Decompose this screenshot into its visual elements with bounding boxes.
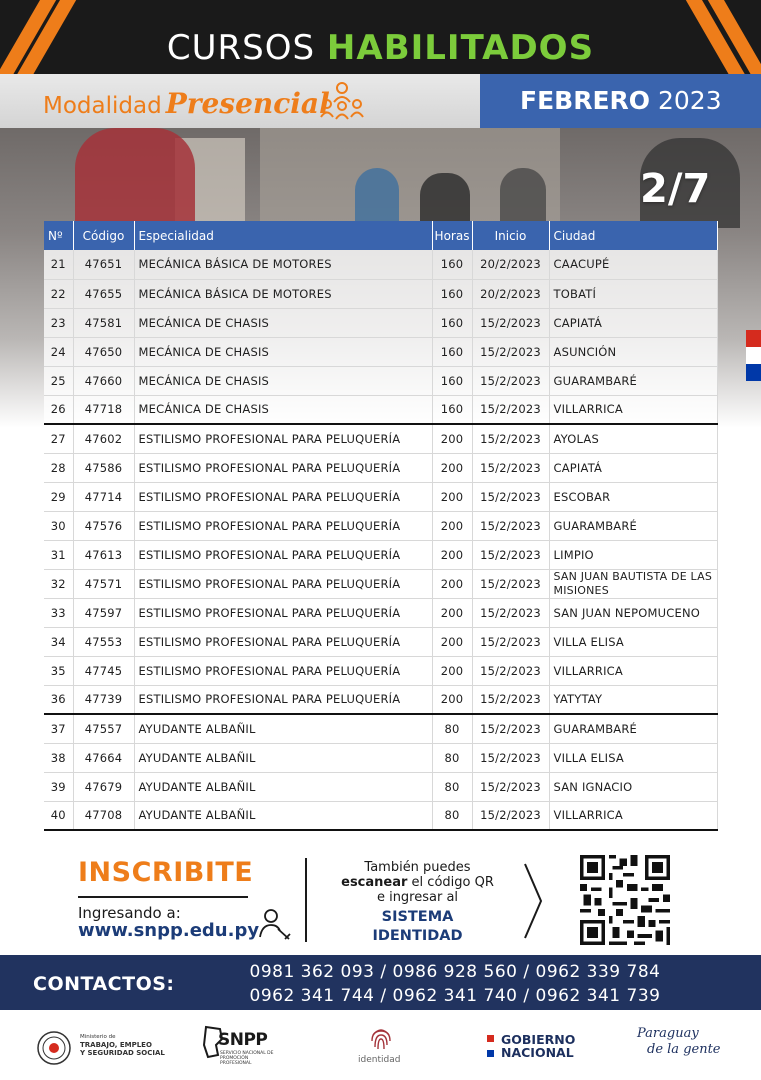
column-header: Horas (432, 221, 472, 250)
photo-person (500, 168, 546, 228)
qr-line-rest: el código QR (407, 875, 494, 890)
cell-specialty: ESTILISMO PROFESIONAL PARA PELUQUERÍA (134, 511, 432, 540)
cell-hours: 160 (432, 279, 472, 308)
column-header: Código (73, 221, 134, 250)
cell-number: 28 (44, 453, 73, 482)
chevron-right-icon (522, 862, 544, 940)
month: FEBRERO (520, 86, 651, 115)
cell-hours: 200 (432, 685, 472, 714)
courses-table (44, 221, 718, 831)
qr-code-icon[interactable] (580, 855, 670, 945)
table-row (44, 366, 717, 395)
cell-hours: 160 (432, 308, 472, 337)
people-group-icon (318, 80, 366, 122)
contacts-label: CONTACTOS: (33, 973, 175, 995)
cell-code: 47679 (73, 772, 134, 801)
cell-start: 20/2/2023 (472, 250, 549, 279)
cell-number: 26 (44, 395, 73, 424)
table-row (44, 482, 717, 511)
qr-scan-word: escanear (341, 875, 408, 890)
gobierno-nacional (501, 1033, 575, 1059)
cell-code: 47708 (73, 801, 134, 830)
identidad-label: identidad (358, 1055, 401, 1065)
qr-line: e ingresar al (376, 890, 459, 905)
page-indicator: 2/7 (640, 166, 711, 212)
cell-city: SAN JUAN NEPOMUCENO (549, 598, 717, 627)
cell-code: 47660 (73, 366, 134, 395)
cell-city: VILLARRICA (549, 656, 717, 685)
cell-city: GUARAMBARÉ (549, 511, 717, 540)
modalidad-value: Presencial (165, 87, 330, 120)
cell-code: 47586 (73, 453, 134, 482)
cell-start: 15/2/2023 (472, 685, 549, 714)
cell-code: 47553 (73, 627, 134, 656)
cell-hours: 200 (432, 540, 472, 569)
cell-number: 22 (44, 279, 73, 308)
table-row (44, 337, 717, 366)
cell-city: CAPIATÁ (549, 308, 717, 337)
cell-code: 47597 (73, 598, 134, 627)
table-row (44, 801, 717, 830)
cell-hours: 200 (432, 569, 472, 598)
modalidad-label (43, 86, 330, 124)
cell-specialty: MECÁNICA BÁSICA DE MOTORES (134, 279, 432, 308)
cell-specialty: ESTILISMO PROFESIONAL PARA PELUQUERÍA (134, 598, 432, 627)
table-row (44, 598, 717, 627)
cell-hours: 160 (432, 366, 472, 395)
ministry-name (80, 1041, 165, 1057)
cell-hours: 200 (432, 424, 472, 453)
cell-code: 47651 (73, 250, 134, 279)
photo-person (420, 173, 470, 228)
cell-specialty: ESTILISMO PROFESIONAL PARA PELUQUERÍA (134, 656, 432, 685)
cell-number: 31 (44, 540, 73, 569)
cell-code: 47602 (73, 424, 134, 453)
cell-code: 47557 (73, 714, 134, 743)
table-row (44, 250, 717, 279)
ministry-seal-icon (36, 1030, 72, 1066)
table-row (44, 656, 717, 685)
cell-code: 47745 (73, 656, 134, 685)
cell-code: 47655 (73, 279, 134, 308)
cell-code: 47576 (73, 511, 134, 540)
cell-city: VILLA ELISA (549, 743, 717, 772)
cell-city: CAPIATÁ (549, 453, 717, 482)
cell-start: 15/2/2023 (472, 511, 549, 540)
table-header-row (44, 221, 717, 250)
cell-hours: 200 (432, 598, 472, 627)
section-divider (305, 858, 307, 942)
cell-start: 15/2/2023 (472, 453, 549, 482)
cell-specialty: ESTILISMO PROFESIONAL PARA PELUQUERÍA (134, 627, 432, 656)
slogan (637, 1026, 721, 1058)
cell-number: 30 (44, 511, 73, 540)
table-row (44, 540, 717, 569)
table-row (44, 453, 717, 482)
cell-number: 24 (44, 337, 73, 366)
column-header: Nº (44, 221, 73, 250)
flag-tab-blue (746, 364, 761, 381)
system-name: SISTEMA (381, 909, 454, 925)
cell-number: 21 (44, 250, 73, 279)
snpp-logo-text: SNPP (218, 1030, 268, 1050)
cell-hours: 200 (432, 453, 472, 482)
cell-number: 33 (44, 598, 73, 627)
table-row (44, 279, 717, 308)
cell-specialty: ESTILISMO PROFESIONAL PARA PELUQUERÍA (134, 685, 432, 714)
cell-start: 15/2/2023 (472, 743, 549, 772)
table-row (44, 569, 717, 598)
qr-line: También puedes (364, 860, 471, 875)
table-row (44, 424, 717, 453)
cell-specialty: ESTILISMO PROFESIONAL PARA PELUQUERÍA (134, 424, 432, 453)
cell-start: 15/2/2023 (472, 656, 549, 685)
cell-specialty: MECÁNICA DE CHASIS (134, 395, 432, 424)
cell-city: ASUNCIÓN (549, 337, 717, 366)
register-subheading: Ingresando a: (78, 904, 181, 922)
cell-city: VILLARRICA (549, 801, 717, 830)
cell-hours: 200 (432, 482, 472, 511)
cell-city: YATYTAY (549, 685, 717, 714)
paraguay-flag-icon (487, 1035, 494, 1057)
cell-hours: 200 (432, 511, 472, 540)
table-row (44, 627, 717, 656)
cell-start: 15/2/2023 (472, 424, 549, 453)
cell-hours: 160 (432, 250, 472, 279)
cell-city: SAN JUAN BAUTISTA DE LAS MISIONES (549, 569, 717, 598)
fingerprint-icon (368, 1025, 394, 1053)
cell-number: 38 (44, 743, 73, 772)
cell-start: 20/2/2023 (472, 279, 549, 308)
system-name: IDENTIDAD (372, 928, 463, 944)
register-underline (78, 896, 248, 898)
ministry-line: Y SEGURIDAD SOCIAL (80, 1049, 165, 1057)
cell-number: 36 (44, 685, 73, 714)
flag-tab-red (746, 330, 761, 347)
cell-start: 15/2/2023 (472, 482, 549, 511)
cell-number: 29 (44, 482, 73, 511)
cell-hours: 80 (432, 801, 472, 830)
cell-hours: 160 (432, 337, 472, 366)
cell-city: GUARAMBARÉ (549, 366, 717, 395)
cell-number: 32 (44, 569, 73, 598)
cell-city: GUARAMBARÉ (549, 714, 717, 743)
register-heading: INSCRIBITE (78, 857, 254, 888)
cell-specialty: ESTILISMO PROFESIONAL PARA PELUQUERÍA (134, 569, 432, 598)
cell-number: 39 (44, 772, 73, 801)
cell-code: 47739 (73, 685, 134, 714)
table-row (44, 772, 717, 801)
cell-start: 15/2/2023 (472, 395, 549, 424)
cell-specialty: ESTILISMO PROFESIONAL PARA PELUQUERÍA (134, 453, 432, 482)
cell-city: VILLA ELISA (549, 627, 717, 656)
table-row (44, 714, 717, 743)
month-year (520, 86, 722, 116)
cell-code: 47571 (73, 569, 134, 598)
cell-city: VILLARRICA (549, 395, 717, 424)
phone-numbers: 0981 362 093 / 0986 928 560 / 0962 339 784 (249, 962, 661, 982)
cell-number: 25 (44, 366, 73, 395)
cell-number: 37 (44, 714, 73, 743)
header-bar (0, 0, 761, 74)
cell-start: 15/2/2023 (472, 337, 549, 366)
cell-start: 15/2/2023 (472, 569, 549, 598)
cell-start: 15/2/2023 (472, 772, 549, 801)
cell-start: 15/2/2023 (472, 801, 549, 830)
user-pointer-icon (258, 907, 292, 941)
cell-hours: 80 (432, 714, 472, 743)
table-row (44, 685, 717, 714)
cell-code: 47581 (73, 308, 134, 337)
cell-city: TOBATÍ (549, 279, 717, 308)
cell-start: 15/2/2023 (472, 308, 549, 337)
cell-specialty: ESTILISMO PROFESIONAL PARA PELUQUERÍA (134, 540, 432, 569)
cell-specialty: AYUDANTE ALBAÑIL (134, 743, 432, 772)
cell-code: 47714 (73, 482, 134, 511)
cell-specialty: MECÁNICA DE CHASIS (134, 337, 432, 366)
cell-specialty: MECÁNICA DE CHASIS (134, 366, 432, 395)
qr-line (320, 875, 515, 890)
table-row (44, 395, 717, 424)
cell-specialty: AYUDANTE ALBAÑIL (134, 714, 432, 743)
cell-code: 47664 (73, 743, 134, 772)
website-link[interactable]: www.snpp.edu.py (78, 920, 260, 941)
column-header: Inicio (472, 221, 549, 250)
slogan-line: de la gente (647, 1042, 721, 1057)
cell-hours: 200 (432, 656, 472, 685)
cell-number: 35 (44, 656, 73, 685)
page-title (0, 28, 761, 68)
cell-city: AYOLAS (549, 424, 717, 453)
phone-numbers: 0962 341 744 / 0962 341 740 / 0962 341 739 (249, 986, 661, 1006)
gov-line: GOBIERNO (501, 1032, 576, 1047)
cell-hours: 80 (432, 772, 472, 801)
cell-code: 47718 (73, 395, 134, 424)
cell-hours: 80 (432, 743, 472, 772)
cell-city: ESCOBAR (549, 482, 717, 511)
cell-hours: 160 (432, 395, 472, 424)
title-highlight: HABILITADOS (326, 28, 595, 68)
modalidad-prefix: Modalidad (43, 93, 162, 119)
cell-specialty: MECÁNICA DE CHASIS (134, 308, 432, 337)
cell-city: SAN IGNACIO (549, 772, 717, 801)
flag-tab-white (746, 347, 761, 364)
cell-start: 15/2/2023 (472, 627, 549, 656)
year: 2023 (658, 86, 722, 115)
cell-start: 15/2/2023 (472, 540, 549, 569)
qr-instructions (320, 860, 515, 946)
slogan-line: Paraguay (637, 1026, 699, 1041)
table-row (44, 511, 717, 540)
ministry-prefix: Ministerio de (80, 1034, 116, 1040)
cell-start: 15/2/2023 (472, 714, 549, 743)
cell-start: 15/2/2023 (472, 598, 549, 627)
table-row (44, 308, 717, 337)
title-plain: CURSOS (166, 28, 316, 68)
cell-specialty: AYUDANTE ALBAÑIL (134, 801, 432, 830)
column-header: Ciudad (549, 221, 717, 250)
cell-code: 47650 (73, 337, 134, 366)
cell-hours: 200 (432, 627, 472, 656)
table-row (44, 743, 717, 772)
cell-city: LIMPIO (549, 540, 717, 569)
cell-code: 47613 (73, 540, 134, 569)
cell-specialty: AYUDANTE ALBAÑIL (134, 772, 432, 801)
column-header: Especialidad (134, 221, 432, 250)
snpp-subtitle: SERVICIO NACIONAL DE PROMOCIÓN PROFESIONAL (220, 1051, 274, 1066)
cell-number: 34 (44, 627, 73, 656)
cell-number: 27 (44, 424, 73, 453)
cell-city: CAACUPÉ (549, 250, 717, 279)
gov-line: NACIONAL (501, 1045, 574, 1060)
cell-number: 40 (44, 801, 73, 830)
cell-specialty: ESTILISMO PROFESIONAL PARA PELUQUERÍA (134, 482, 432, 511)
cell-number: 23 (44, 308, 73, 337)
cell-specialty: MECÁNICA BÁSICA DE MOTORES (134, 250, 432, 279)
photo-person (355, 168, 399, 228)
cell-start: 15/2/2023 (472, 366, 549, 395)
ministry-line: TRABAJO, EMPLEO (80, 1041, 152, 1049)
